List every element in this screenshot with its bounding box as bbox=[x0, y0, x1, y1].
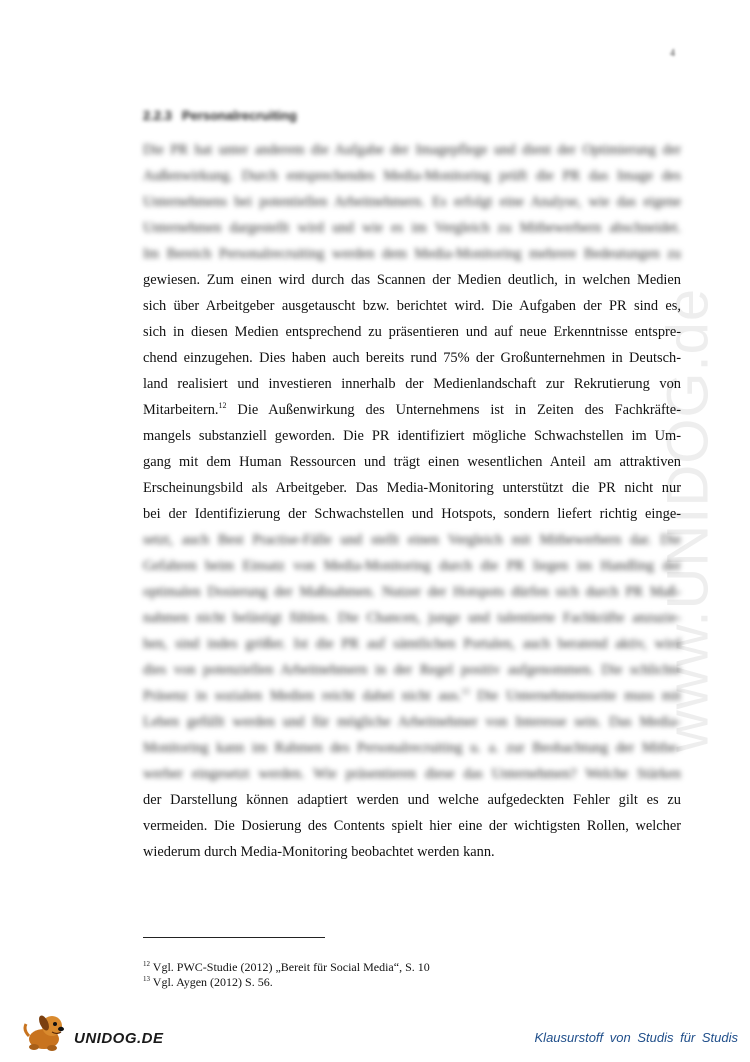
footnote-number: 12 bbox=[143, 960, 150, 968]
footnote-text: Vgl. Aygen (2012) S. 56. bbox=[152, 975, 273, 989]
text-line: dies von potenziellen Arbeitnehmern in der Regel positiv aufgenommen. Die schlichte bbox=[143, 662, 681, 678]
text-line: der Darstellung können adaptiert werden und welche aufgedeckten Fehler gilt es zu bbox=[143, 792, 681, 808]
footnote-ref-13: 13 bbox=[461, 687, 470, 696]
footer-tagline: Klausurstoff von Studis für Studis bbox=[534, 1030, 738, 1045]
footnote-12 bbox=[143, 960, 430, 975]
section-number: 2.2.3 bbox=[143, 108, 172, 123]
text-line: vermeiden. Die Dosierung des Contents spielt hier eine der wichtigsten Rollen, welcher bbox=[143, 818, 681, 834]
text-segment: Mitarbeitern. bbox=[143, 402, 219, 418]
footnote-ref-12: 12 bbox=[218, 401, 227, 410]
text-line: Unternehmen dargestellt wird und wie es im Vergleich zu Mitbewerbern abschneidet. bbox=[143, 220, 681, 236]
footnote-13 bbox=[143, 975, 430, 990]
text-line: setzt, auch Best Practise-Fälle und stellt einen Vergleich mit Mitbewerbern dar. Die bbox=[143, 532, 681, 548]
text-line: hen, sind indes größer. Ist die PR auf sämtlichen Portalen, auch beratend aktiv, wird bbox=[143, 636, 681, 652]
section-title: Personalrecruiting bbox=[181, 108, 297, 123]
text-line: sich in diesen Medien entsprechend zu präsentieren und auf neue Erkenntnisse entspre- bbox=[143, 324, 681, 340]
text-line: Erscheinungsbild als Arbeitgeber. Das Media-Monitoring unterstützt die PR nicht nur bbox=[143, 480, 681, 496]
text-line: gewiesen. Zum einen wird durch das Scannen der Medien deutlich, in welchen Medien bbox=[143, 272, 681, 288]
text-line: wiederum durch Media-Monitoring beobachtet werden kann. bbox=[143, 844, 495, 860]
section-heading bbox=[143, 108, 297, 123]
dog-mascot-icon bbox=[22, 1012, 70, 1052]
text-line: Unternehmens bei potentiellen Arbeitnehmern. Es erfolgt eine Analyse, wie das eigene bbox=[143, 194, 681, 210]
text-line: land realisiert und investieren innerhalb der Medienlandschaft zur Rekrutierung von bbox=[143, 376, 681, 392]
text-segment: Die Außenwirkung des Unternehmens ist in Zeiten des Fachkräfte- bbox=[237, 402, 681, 418]
text-line: Die PR hat unter anderem die Aufgabe der Imagepflege und dient der Optimierung der bbox=[143, 142, 681, 158]
unidog-logo bbox=[22, 1012, 162, 1052]
footnotes bbox=[143, 960, 430, 990]
text-segment: Die Unternehmensseite muss mit bbox=[477, 688, 681, 704]
footnote-text: Vgl. PWC-Studie (2012) „Bereit für Social Media“, S. 10 bbox=[152, 960, 430, 974]
watermark-text: www.UNIDOG.de bbox=[655, 287, 721, 753]
text-line: optimalen Dosierung der Maßnahmen. Nutzer der Hotspots dürfen sich durch PR Maß- bbox=[143, 584, 681, 600]
text-line: Leben gefüllt werden und für mögliche Arbeitnehmer von Interesse sein. Das Media- bbox=[143, 714, 681, 730]
text-line: sich über Arbeitgeber ausgetauscht bzw. berichtet wird. Die Aufgaben der PR sind es, bbox=[143, 298, 681, 314]
footnote-number: 13 bbox=[143, 975, 150, 983]
text-line: mangels substanziell geworden. Die PR identifiziert mögliche Schwachstellen im Um- bbox=[143, 428, 681, 444]
text-line bbox=[143, 683, 681, 709]
text-line: nahmen nicht belästigt fühlen. Die Chancen, junge und talentierte Fachkräfte anzuzie- bbox=[143, 610, 681, 626]
text-line bbox=[143, 397, 681, 423]
text-line: bei der Identifizierung der Schwachstellen und Hotspots, sondern liefert richtig einge- bbox=[143, 506, 681, 522]
text-line: Monitoring kann im Rahmen des Personalrecruiting u. a. zur Beobachtung der Mitbe- bbox=[143, 740, 681, 756]
logo-text: UNIDOG.DE bbox=[74, 1030, 164, 1047]
text-line: chend einzugehen. Dies haben auch bereits rund 75% der Großunternehmen in Deutsch- bbox=[143, 350, 681, 366]
text-line: gang mit dem Human Ressourcen und trägt einen wesentlichen Anteil am attraktiven bbox=[143, 454, 681, 470]
text-line: Außenwirkung. Durch entsprechendes Media-Monitoring prüft die PR das Image des bbox=[143, 168, 681, 184]
page-number: 4 bbox=[670, 48, 675, 59]
text-line: werber eingesetzt werden. Wie präsentieren diese das Unternehmen? Welche Stärken bbox=[143, 766, 681, 782]
footnote-divider bbox=[143, 937, 325, 938]
text-line: Im Bereich Personalrecruiting werden dem Media-Monitoring mehrere Bedeutungen zu bbox=[143, 246, 681, 262]
text-line: Gefahren beim Einsatz von Media-Monitoring durch die PR liegen im Handling der bbox=[143, 558, 681, 574]
text-segment: Präsenz in sozialen Medien reicht dabei nicht aus. bbox=[143, 688, 462, 704]
